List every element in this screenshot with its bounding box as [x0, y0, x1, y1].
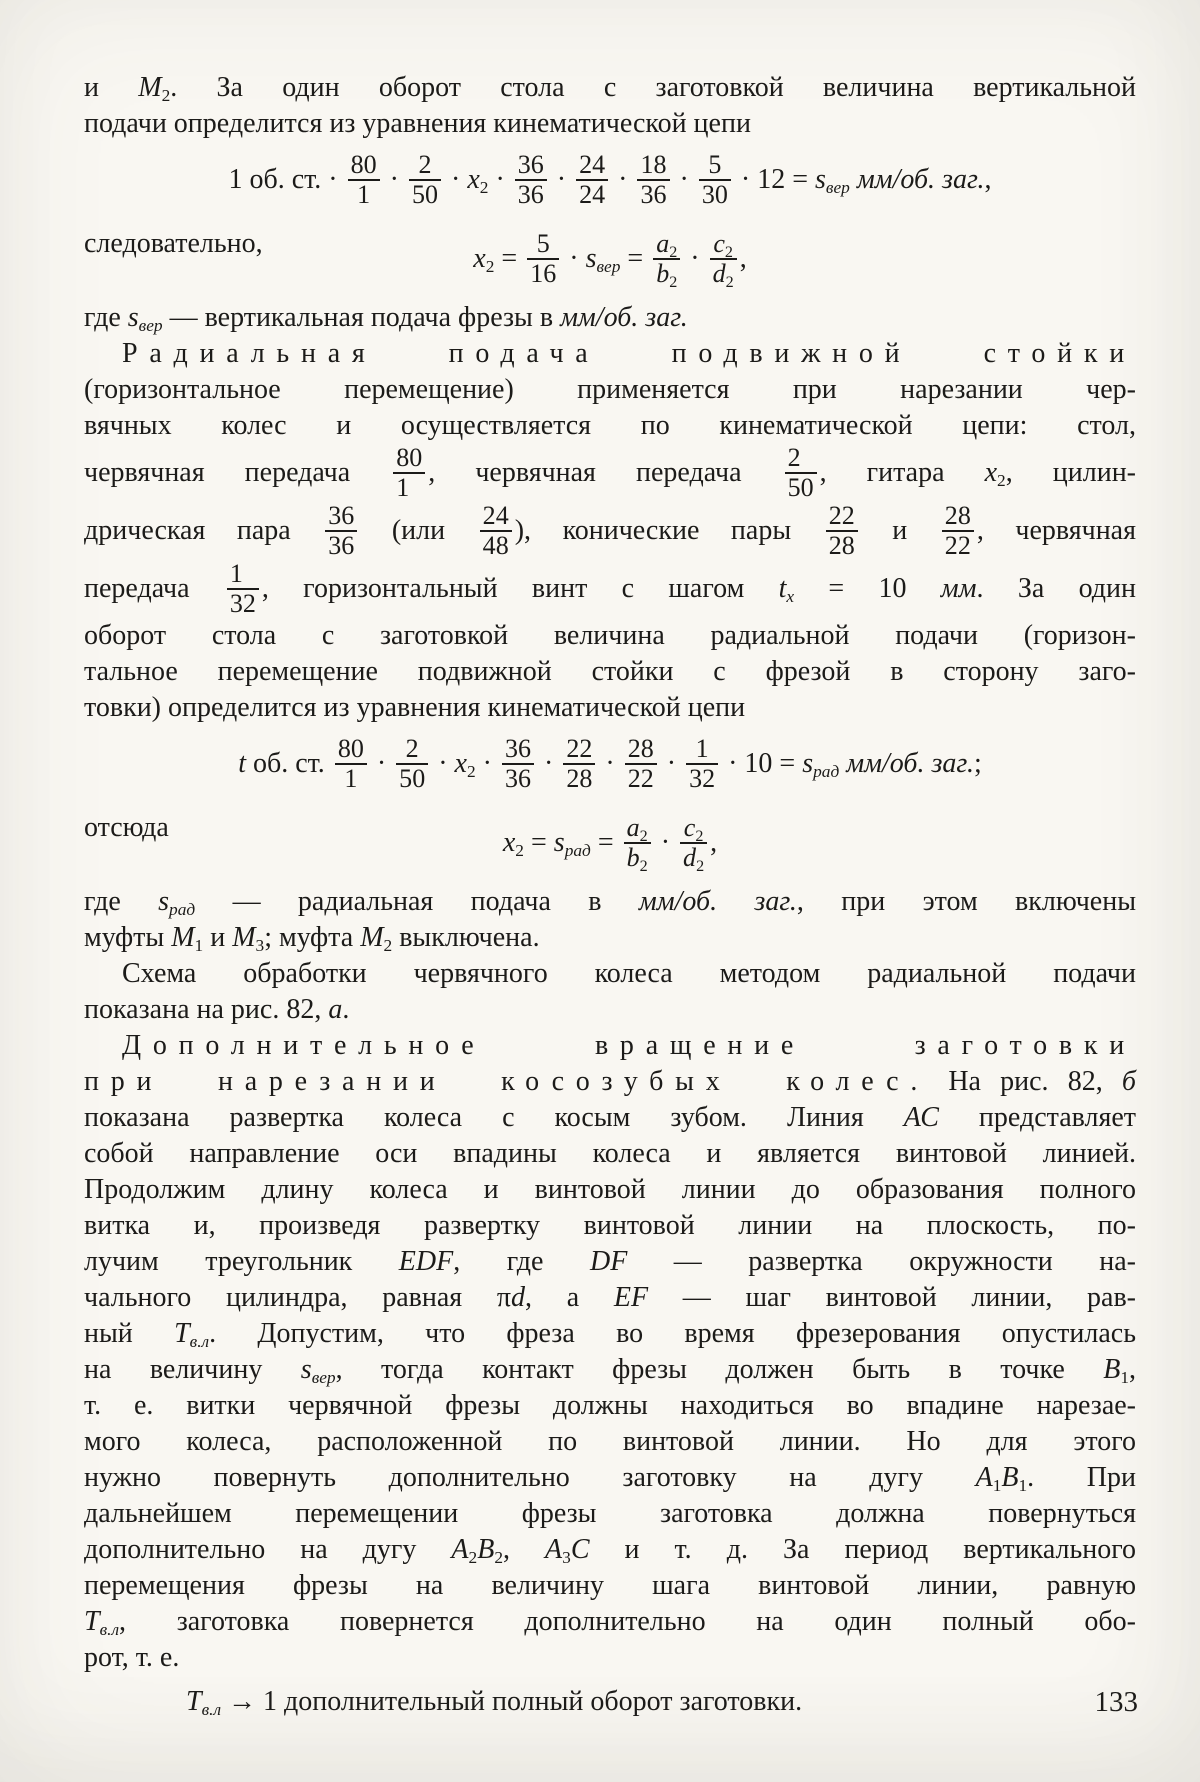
text-line: рот, т. е. [84, 1642, 180, 1673]
text-line: мого колеса, расположенной по винтовой линии. Но для этого [84, 1426, 1136, 1457]
text-line: Радиальная подача подвижной стойки [122, 338, 1136, 369]
fraction: $\frac{5}{16}$ [524, 230, 562, 287]
formula-line: 1 об. ст. · $\frac{80}{1}$ · $\frac{2}{50}$ · $x_2$ · $\frac{36}{36}$ · $\frac{24}{24}$ · $\frac{18}{36}$ · $\frac{5}{30}$ · $12 = s_{вер}$ мм/об. заг., [228, 149, 992, 209]
text-line: дальнейшем перемещении фрезы заготовка должна повернуться [84, 1498, 1136, 1529]
text-line: Схема обработки червячного колеса методом радиальной подачи [122, 958, 1136, 989]
fraction: $\frac{1}{32}$ [224, 560, 262, 617]
text-line: показана на рис. 82, а. [84, 994, 350, 1025]
text-line: вячных колес и осуществляется по кинематической цепи: стол, [84, 410, 1136, 441]
fraction: $\frac{a_2}{b_2}$ [650, 230, 683, 287]
formula: $x_2 = s_{рад}$ = $\frac{a_2}{b_2}$ · $\frac{c_2}{d_2}$ , [502, 812, 718, 875]
text-line: собой направление оси впадины колеса и является винтовой линией. [84, 1138, 1136, 1169]
fraction: $\frac{80}{1}$ [390, 444, 428, 501]
fraction: $\frac{c_2}{d_2}$ [677, 814, 710, 871]
text-line: показана развертка колеса с косым зубом. Линия АС представляет [84, 1102, 1136, 1133]
text-line: т. е. витки червячной фрезы должны находиться во впадине нарезае- [84, 1390, 1136, 1421]
side-label: следовательно, [84, 228, 263, 259]
text-line: витка и, произведя развертку винтовой линии на плоскость, по- [84, 1210, 1136, 1241]
text-line: где $s_{вер}$ — вертикальная подача фрезы в мм/об. заг. [84, 302, 688, 336]
fraction: $\frac{36}{36}$ [512, 151, 550, 208]
fraction: $\frac{22}{28}$ [560, 735, 598, 792]
text-line: (горизонтальное перемещение) применяется при нарезании чер- [84, 374, 1136, 405]
text-line: $Т_{в.л} \to 1$ дополнительный полный оборот заготовки. [186, 1686, 803, 1720]
text-line: муфты $М_1$ и $М_3$; муфта $М_2$ выключена. [84, 922, 540, 956]
fraction: $\frac{28}{22}$ [622, 735, 660, 792]
text-line: передача $\frac{1}{32}$ , горизонтальный винт с шагом $t_x = 10$ мм. За один [84, 558, 1137, 618]
side-label: отсюда [84, 812, 169, 843]
fraction: $\frac{1}{32}$ [683, 735, 721, 792]
fraction: $\frac{5}{30}$ [696, 151, 734, 208]
fraction: $\frac{18}{36}$ [634, 151, 672, 208]
text-line: Продолжим длину колеса и винтовой линии до образования полного [84, 1174, 1136, 1205]
formula-line [84, 802, 1136, 884]
fraction: $\frac{24}{24}$ [573, 151, 611, 208]
fraction: $\frac{80}{1}$ [345, 151, 383, 208]
text-line: Дополнительное вращение заготовки [122, 1030, 1136, 1061]
text-line: червячная передача $\frac{80}{1}$ , червячная передача $\frac{2}{50}$ , гитара $x_2$, цилин- [84, 442, 1136, 502]
fraction: $\frac{a_2}{b_2}$ [621, 814, 654, 871]
text-line: на величину $s_{вер}$, тогда контакт фрезы должен быть в точке $В_1$, [84, 1354, 1137, 1388]
fraction: $\frac{36}{36}$ [499, 735, 537, 792]
text-line: лучим треугольник EDF, где DF — развертка окружности на- [84, 1246, 1136, 1277]
fraction: $\frac{c_2}{d_2}$ [707, 230, 740, 287]
fraction: $\frac{22}{28}$ [823, 502, 861, 559]
text-line: ный $Т_{в.л}$. Допустим, что фреза во время фрезерования опустилась [84, 1318, 1136, 1352]
text-line: тальное перемещение подвижной стойки с фрезой в сторону заго- [84, 656, 1136, 687]
fraction: $\frac{24}{48}$ [477, 502, 515, 559]
text-line: чального цилиндра, равная πd, а EF — шаг винтовой линии, рав- [84, 1282, 1136, 1313]
formula-line [84, 218, 1136, 300]
fraction: $\frac{2}{50}$ [782, 444, 820, 501]
text-line: нужно повернуть дополнительно заготовку на дугу $А_1В_1$. При [84, 1462, 1136, 1496]
text-line: дрическая пара $\frac{36}{36}$ (или $\frac{24}{48}$ ), конические пары $\frac{22}{28}$ и $\frac{28}{22}$ , червячная [84, 500, 1136, 560]
text-line: подачи определится из уравнения кинематической цепи [84, 108, 751, 139]
fraction: $\frac{36}{36}$ [322, 502, 360, 559]
text-line: $Т_{в.л}$, заготовка повернется дополнительно на один полный обо- [84, 1606, 1136, 1640]
text-line: где $s_{рад}$ — радиальная подача в мм/об. заг., при этом включены [84, 886, 1137, 920]
fraction: $\frac{2}{50}$ [393, 735, 431, 792]
text-line: перемещения фрезы на величину шага винтовой линии, равную [84, 1570, 1136, 1601]
formula: $x_2$ = $\frac{5}{16}$ · $s_{вер}$ = $\frac{a_2}{b_2}$ · $\frac{c_2}{d_2}$ , [473, 228, 747, 291]
text-line: дополнительно на дугу $А_2В_2$, $А_3С$ и т. д. За период вертикального [84, 1534, 1137, 1568]
page-number: 133 [1094, 1686, 1138, 1718]
fraction: $\frac{80}{1}$ [332, 735, 370, 792]
text-line: товки) определится из уравнения кинематической цепи [84, 692, 746, 723]
fraction: $\frac{28}{22}$ [939, 502, 977, 559]
text-line: оборот стола с заготовкой величина радиальной подачи (горизон- [84, 620, 1136, 651]
fraction: $\frac{2}{50}$ [406, 151, 444, 208]
formula-line: t об. ст. $\frac{80}{1}$ · $\frac{2}{50}$ · $x_2$ · $\frac{36}{36}$ · $\frac{22}{28}$ · $\frac{28}{22}$ · $\frac{1}{32}$ · $10 = s_{рад}$ мм/об. заг.; [238, 733, 982, 793]
page-body [84, 70, 1136, 1728]
text-line: при нарезании косозубых колес. На рис. 82, б [84, 1066, 1137, 1097]
text-line: и $М_2$. За один оборот стола с заготовкой величина вертикальной [84, 72, 1137, 106]
